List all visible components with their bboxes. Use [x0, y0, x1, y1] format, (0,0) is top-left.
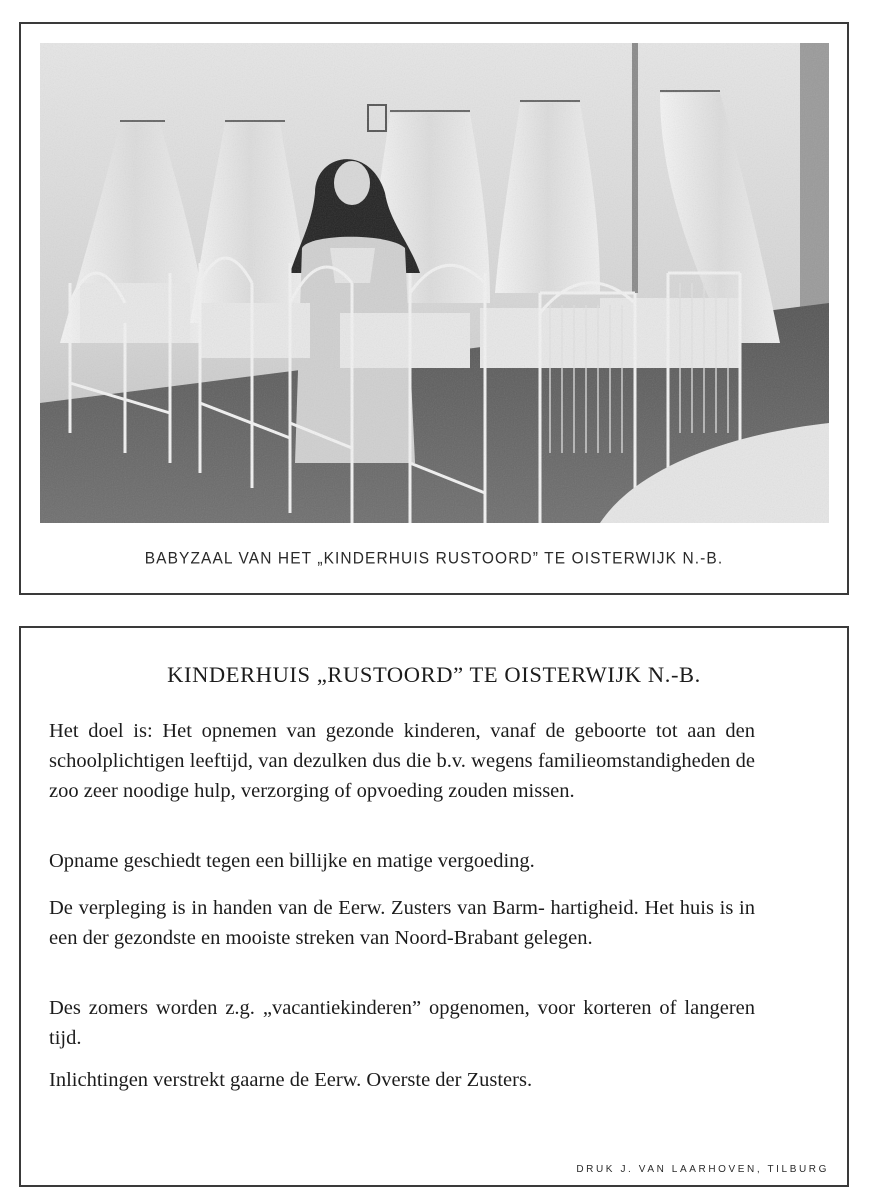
paragraph-information — [49, 1065, 755, 1095]
nursery-photo — [40, 43, 829, 523]
text-line: De verpleging is in handen van de Eerw. Zusters van Barm- — [49, 897, 545, 919]
photo-card — [19, 22, 849, 595]
text-line: geboorte tot aan den schoolplichtigen leeftijd, van dezulken dus — [49, 720, 756, 772]
paragraph-purpose — [49, 716, 755, 806]
text-line: Het doel is: Het opnemen van gezonde kinderen, vanaf de — [49, 720, 565, 742]
text-line: van Noord-Brabant gelegen. — [359, 927, 593, 949]
text-line: Opname geschiedt tegen een billijke en matige vergoeding. — [49, 850, 535, 872]
paragraph-summer — [49, 993, 755, 1053]
text-line: korteren of langeren tijd. — [49, 997, 755, 1049]
paragraph-admission — [49, 846, 755, 876]
photo-caption: BABYZAAL VAN HET „KINDERHUIS RUSTOORD” TE OISTERWIJK N.-B. — [144, 549, 724, 568]
card-title: KINDERHUIS „RUSTOORD” TE OISTERWIJK N.-B. — [167, 662, 701, 687]
text-card — [19, 626, 849, 1187]
text-line: Des zomers worden z.g. „vacantiekinderen” opgenomen, voor — [49, 997, 576, 1019]
text-line: Inlichtingen verstrekt gaarne de Eerw. Overste der Zusters. — [49, 1069, 533, 1091]
printer-credit: DRUK J. VAN LAARHOVEN, TILBURG — [576, 1164, 829, 1175]
text-line: verzorging of opvoeding zouden missen. — [240, 780, 575, 802]
paragraph-nursing — [49, 893, 755, 953]
text-line: die b.v. wegens familieomstandigheden de zoo zeer noodige hulp, — [49, 750, 755, 802]
text-line: hartigheid. Het huis is in een der gezondste en mooiste streken — [49, 897, 756, 949]
